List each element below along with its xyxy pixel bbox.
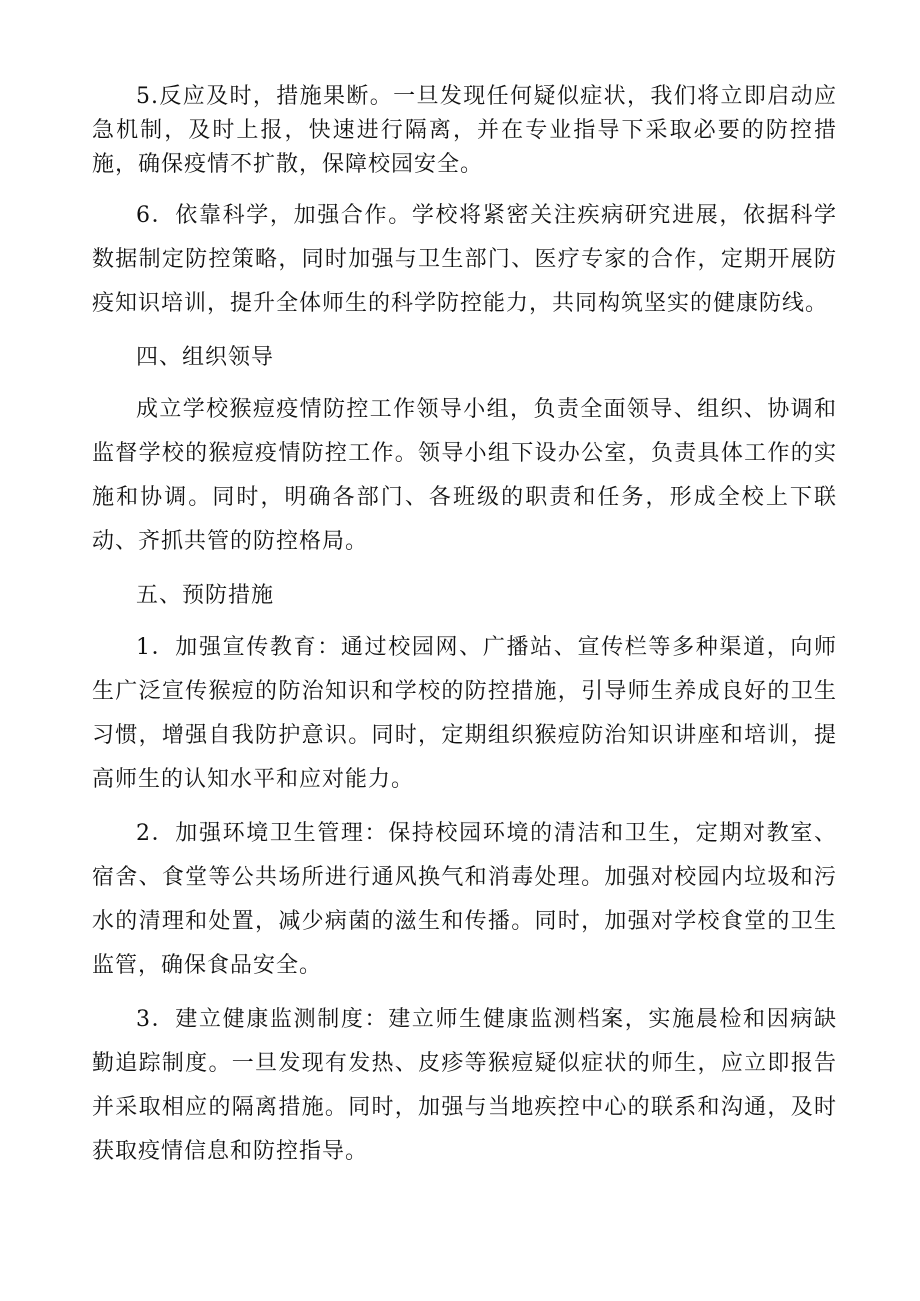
document-body [92,80,837,1174]
paragraph-prevention-3: 3．建立健康监测制度：建立师生健康监测档案，实施晨检和因病缺勤追踪制度。一旦发现有发热、皮疹等猴痘疑似症状的师生，应立即报告并采取相应的隔离措施。同时，加强与当地疾控中心的联系和沟通，及时获取疫情信息和防控指导。 [92,1007,837,1164]
paragraph-prevention-1: 1．加强宣传教育：通过校园网、广播站、宣传栏等多种渠道，向师生广泛宣传猴痘的防治知识和学校的防控措施，引导师生养成良好的卫生习惯，增强自我防护意识。同时，定期组织猴痘防治知识讲座和培训，提高师生的认知水平和应对能力。 [92,635,837,792]
paragraph-organization: 成立学校猴痘疫情防控工作领导小组，负责全面领导、组织、协调和监督学校的猴痘疫情防控工作。领导小组下设办公室，负责具体工作的实施和协调。同时，明确各部门、各班级的职责和任务，形成全校上下联动、齐抓共管的防控格局。 [92,397,837,554]
section-heading-organization: 四、组织领导 [136,345,275,370]
paragraph-item-6: 6．依靠科学，加强合作。学校将紧密关注疾病研究进展，依据科学数据制定防控策略，同时加强与卫生部门、医疗专家的合作，定期开展防疫知识培训，提升全体师生的科学防控能力，共同构筑坚实的健康防线。 [92,203,837,316]
paragraph-prevention-2: 2．加强环境卫生管理：保持校园环境的清洁和卫生，定期对教室、宿舍、食堂等公共场所进行通风换气和消毒处理。加强对校园内垃圾和污水的清理和处置，减少病菌的滋生和传播。同时，加强对学校食堂的卫生监管，确保食品安全。 [92,821,837,978]
section-heading-prevention: 五、预防措施 [136,583,275,608]
paragraph-item-5: 5.反应及时，措施果断。一旦发现任何疑似症状，我们将立即启动应急机制，及时上报，快速进行隔离，并在专业指导下采取必要的防控措施，确保疫情不扩散，保障校园安全。 [92,84,837,177]
